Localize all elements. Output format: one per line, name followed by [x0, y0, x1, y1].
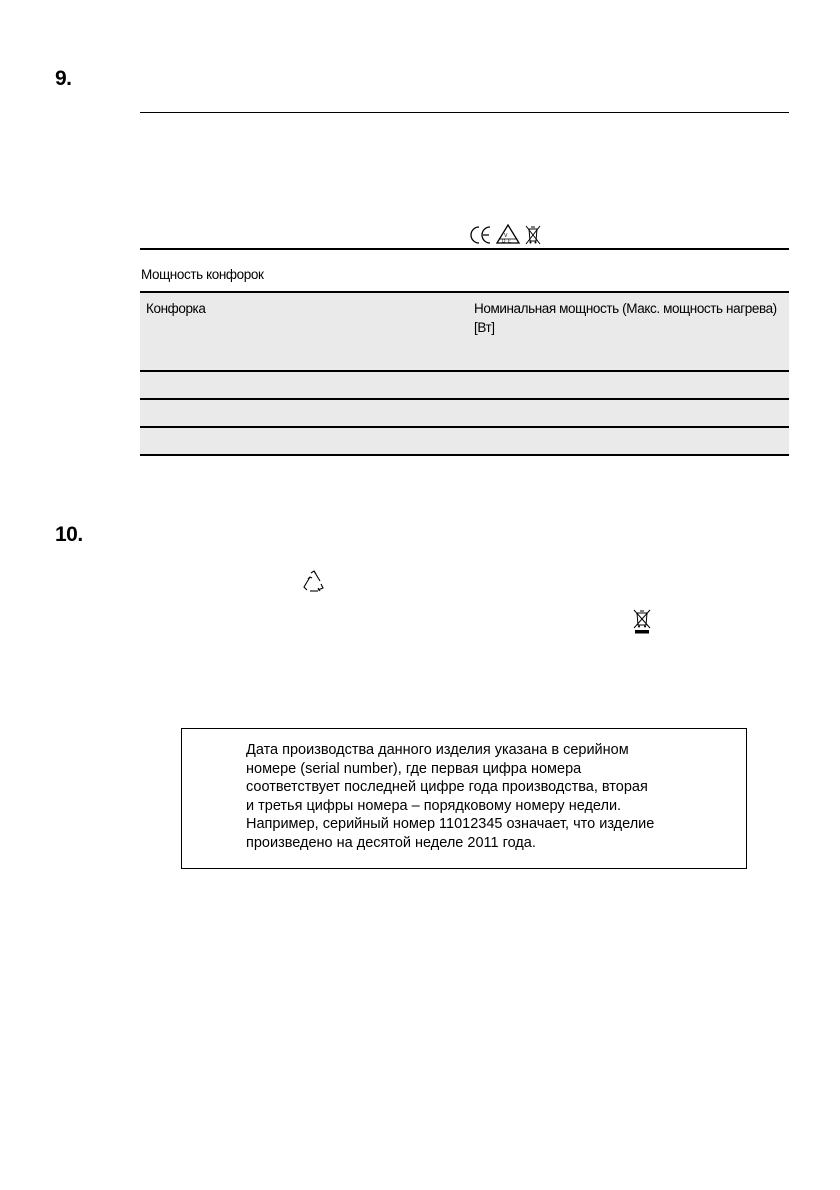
table-row [140, 427, 789, 455]
power-table [140, 291, 789, 456]
table-header-row [140, 292, 789, 343]
production-date-note [181, 728, 747, 869]
svg-text:E: E [508, 239, 511, 245]
recycle-icon [301, 569, 326, 594]
divider [140, 112, 789, 113]
note-text: Дата производства данного изделия указана в серийном номере (serial number), где первая цифра номера соответствует последней цифре года производства, вторая и третья цифры номера – порядковому номеру недели. Например, серийный номер 11012345 означает, что изделие произведено на десятой неделе 2011 года. [246, 742, 655, 851]
svg-text:V: V [504, 233, 508, 239]
column-header-power: Номинальная мощность (Макс. мощность нагрева) [Вт] [468, 292, 789, 343]
power-table-title: Мощность конфорок [141, 267, 264, 282]
section-10-number: 10. [55, 523, 83, 546]
divider [140, 248, 789, 250]
table-cell [140, 371, 468, 399]
table-cell [468, 371, 789, 399]
svg-text:D: D [502, 239, 506, 245]
table-cell [140, 427, 468, 455]
table-row [140, 343, 789, 371]
crossed-out-wheelie-bin-icon [631, 609, 653, 635]
table-cell [140, 343, 468, 371]
column-header-burner: Конфорка [140, 292, 468, 343]
table-cell [468, 427, 789, 455]
table-cell [468, 399, 789, 427]
table-row [140, 371, 789, 399]
table-cell [140, 399, 468, 427]
section-9-number: 9. [55, 67, 72, 90]
table-cell [468, 343, 789, 371]
ce-vde-weee-marks-icon [468, 223, 548, 247]
table-row [140, 399, 789, 427]
